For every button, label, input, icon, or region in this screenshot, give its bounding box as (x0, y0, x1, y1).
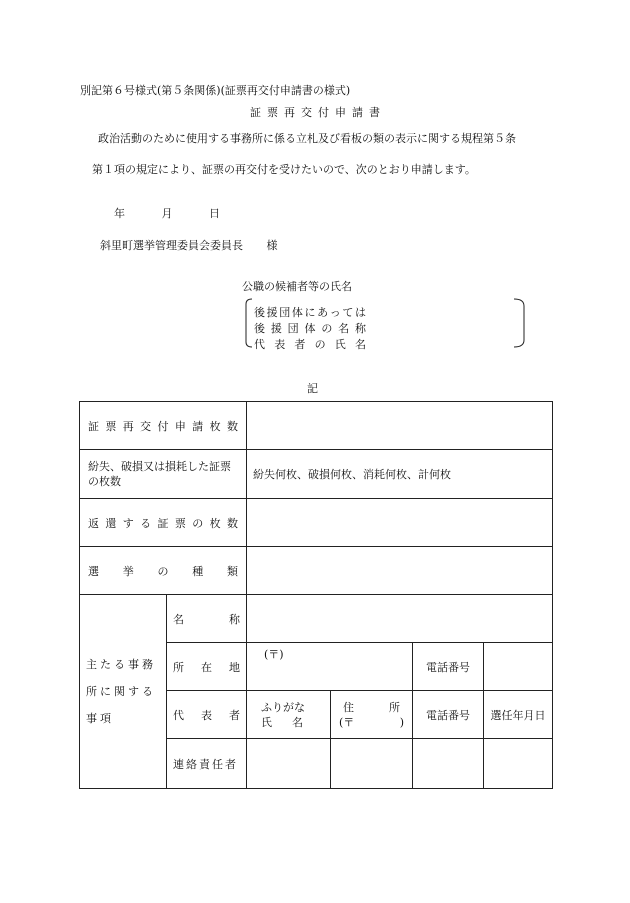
char: 名 (338, 322, 350, 335)
char: て (342, 306, 354, 319)
support-group-line (254, 304, 366, 320)
char: 類 (227, 564, 238, 578)
contact-label-text: 連絡責任者 (173, 757, 238, 771)
char: (〒 (339, 715, 355, 729)
title-char: 書 (369, 106, 380, 119)
title-char: 付 (318, 106, 329, 119)
reissue-count-field[interactable] (247, 402, 553, 450)
table-row (80, 595, 553, 643)
title-char: 再 (284, 106, 295, 119)
table-row (80, 402, 553, 450)
representative-phone-header (413, 691, 484, 739)
address-header (331, 691, 413, 739)
char: 団 (287, 322, 299, 335)
char: 票 (174, 516, 186, 530)
candidate-name-label: 公職の候補者等の氏名 (242, 280, 352, 293)
char: の (157, 564, 169, 578)
office-label (80, 595, 167, 789)
char: 称 (354, 322, 366, 335)
representative-label (167, 691, 247, 739)
char: 者 (229, 708, 240, 722)
char: 再 (122, 419, 134, 433)
char: 付 (157, 419, 169, 433)
office-phone-field[interactable] (484, 643, 553, 691)
char: 表 (201, 708, 212, 722)
right-bracket (512, 298, 528, 348)
appoint-date-header (484, 691, 553, 739)
contact-name-field[interactable] (247, 739, 331, 789)
addressee-honorific: 様 (266, 239, 278, 252)
date-line (114, 205, 253, 221)
title-char: 交 (301, 106, 312, 119)
char: 表 (274, 338, 286, 351)
char: 交 (140, 419, 152, 433)
char: っ (329, 306, 341, 319)
appoint-date-text: 選任年月日 (490, 708, 546, 722)
title-char: 請 (352, 106, 363, 119)
char: 名 (173, 612, 184, 626)
lost-count-value: 紛失何枚、破損何枚、消耗何枚、計何枚 (253, 468, 451, 481)
office-phone-label (413, 643, 484, 691)
reissue-count-label (80, 402, 247, 450)
phone-label-text: 電話番号 (426, 660, 470, 674)
char: は (355, 306, 366, 319)
char: あ (317, 306, 329, 319)
char: 種 (192, 564, 204, 578)
title-char: 票 (267, 106, 278, 119)
phone-label-text: 電話番号 (426, 708, 470, 722)
char: に (304, 306, 316, 319)
contact-address-field[interactable] (331, 739, 413, 789)
ki-heading: 記 (307, 382, 318, 395)
char: 所 (389, 700, 400, 714)
postal-mark: (〒) (264, 648, 284, 661)
table-row (80, 547, 553, 595)
char: 援 (266, 306, 278, 319)
body-text-line-2: 第１項の規定により、証票の再交付を受けたいので、次のとおり申請します。 (92, 163, 476, 176)
char: ) (399, 715, 404, 729)
char: る (140, 516, 152, 530)
form-number-title: 別記第６号様式(第５条関係)(証票再交付申請書の様式) (80, 84, 351, 97)
date-month: 月 (161, 207, 173, 220)
addressee-name: 斜里町選挙管理委員会委員長 (100, 239, 243, 252)
char: 申 (174, 419, 186, 433)
char: 体 (304, 322, 316, 335)
char: 称 (229, 612, 240, 626)
char: 選 (88, 564, 99, 578)
char: の (321, 322, 333, 335)
char: 代 (173, 708, 184, 722)
char: 枚 (209, 419, 221, 433)
contact-person-label (167, 739, 247, 789)
election-type-field[interactable] (247, 547, 553, 595)
contact-phone-field[interactable] (413, 739, 484, 789)
char: 返 (88, 516, 99, 530)
office-name-label (167, 595, 247, 643)
char: す (122, 516, 134, 530)
document-title (250, 104, 380, 120)
char: 還 (105, 516, 117, 530)
representative-name-line (254, 336, 366, 352)
lost-count-label (80, 450, 247, 499)
title-char: 証 (250, 106, 261, 119)
char: 証 (157, 516, 169, 530)
char: 名 (354, 338, 366, 351)
char: 後 (254, 306, 265, 319)
char: 地 (229, 660, 240, 674)
body-text-line-1: 政治活動のために使用する事務所に係る立札及び看板の類の表示に関する規程第５条 (98, 132, 516, 145)
support-group-name-line (254, 320, 366, 336)
char: 氏 (334, 338, 346, 351)
char: 団 (279, 306, 291, 319)
char: 氏 (261, 715, 272, 729)
char: 票 (105, 419, 117, 433)
char: 挙 (122, 564, 134, 578)
char: 証 (88, 419, 99, 433)
furigana-name-header (247, 691, 331, 739)
table-row (80, 499, 553, 547)
addressee (100, 237, 278, 253)
application-table (79, 401, 553, 789)
char: 体 (291, 306, 303, 319)
election-type-label (80, 547, 247, 595)
char: 者 (294, 338, 306, 351)
office-name-field[interactable] (247, 595, 553, 643)
date-year: 年 (114, 207, 125, 220)
office-address-field[interactable] (247, 643, 413, 691)
char: 住 (343, 700, 354, 714)
char: 代 (254, 338, 265, 351)
char: 請 (192, 419, 204, 433)
char: 在 (201, 660, 212, 674)
lost-count-label-text: 紛失、破損又は損耗した証票の枚数 (88, 460, 231, 488)
char: 後 (254, 322, 265, 335)
title-char: 申 (335, 106, 346, 119)
char: 数 (227, 419, 238, 433)
char: 所 (173, 660, 184, 674)
char: 名 (292, 715, 303, 729)
char: 枚 (209, 516, 221, 530)
contact-appoint-date-field[interactable] (484, 739, 553, 789)
furigana-label: ふりがな (261, 700, 305, 714)
lost-count-field[interactable] (247, 450, 553, 499)
date-day: 日 (209, 207, 220, 220)
office-label-text: 主たる事務所に関する事項 (86, 658, 156, 725)
table-row (80, 450, 553, 499)
char: の (314, 338, 326, 351)
char: 援 (270, 322, 282, 335)
return-count-field[interactable] (247, 499, 553, 547)
char: 数 (227, 516, 238, 530)
left-bracket (242, 298, 254, 348)
char: の (192, 516, 204, 530)
office-location-label (167, 643, 247, 691)
return-count-label (80, 499, 247, 547)
